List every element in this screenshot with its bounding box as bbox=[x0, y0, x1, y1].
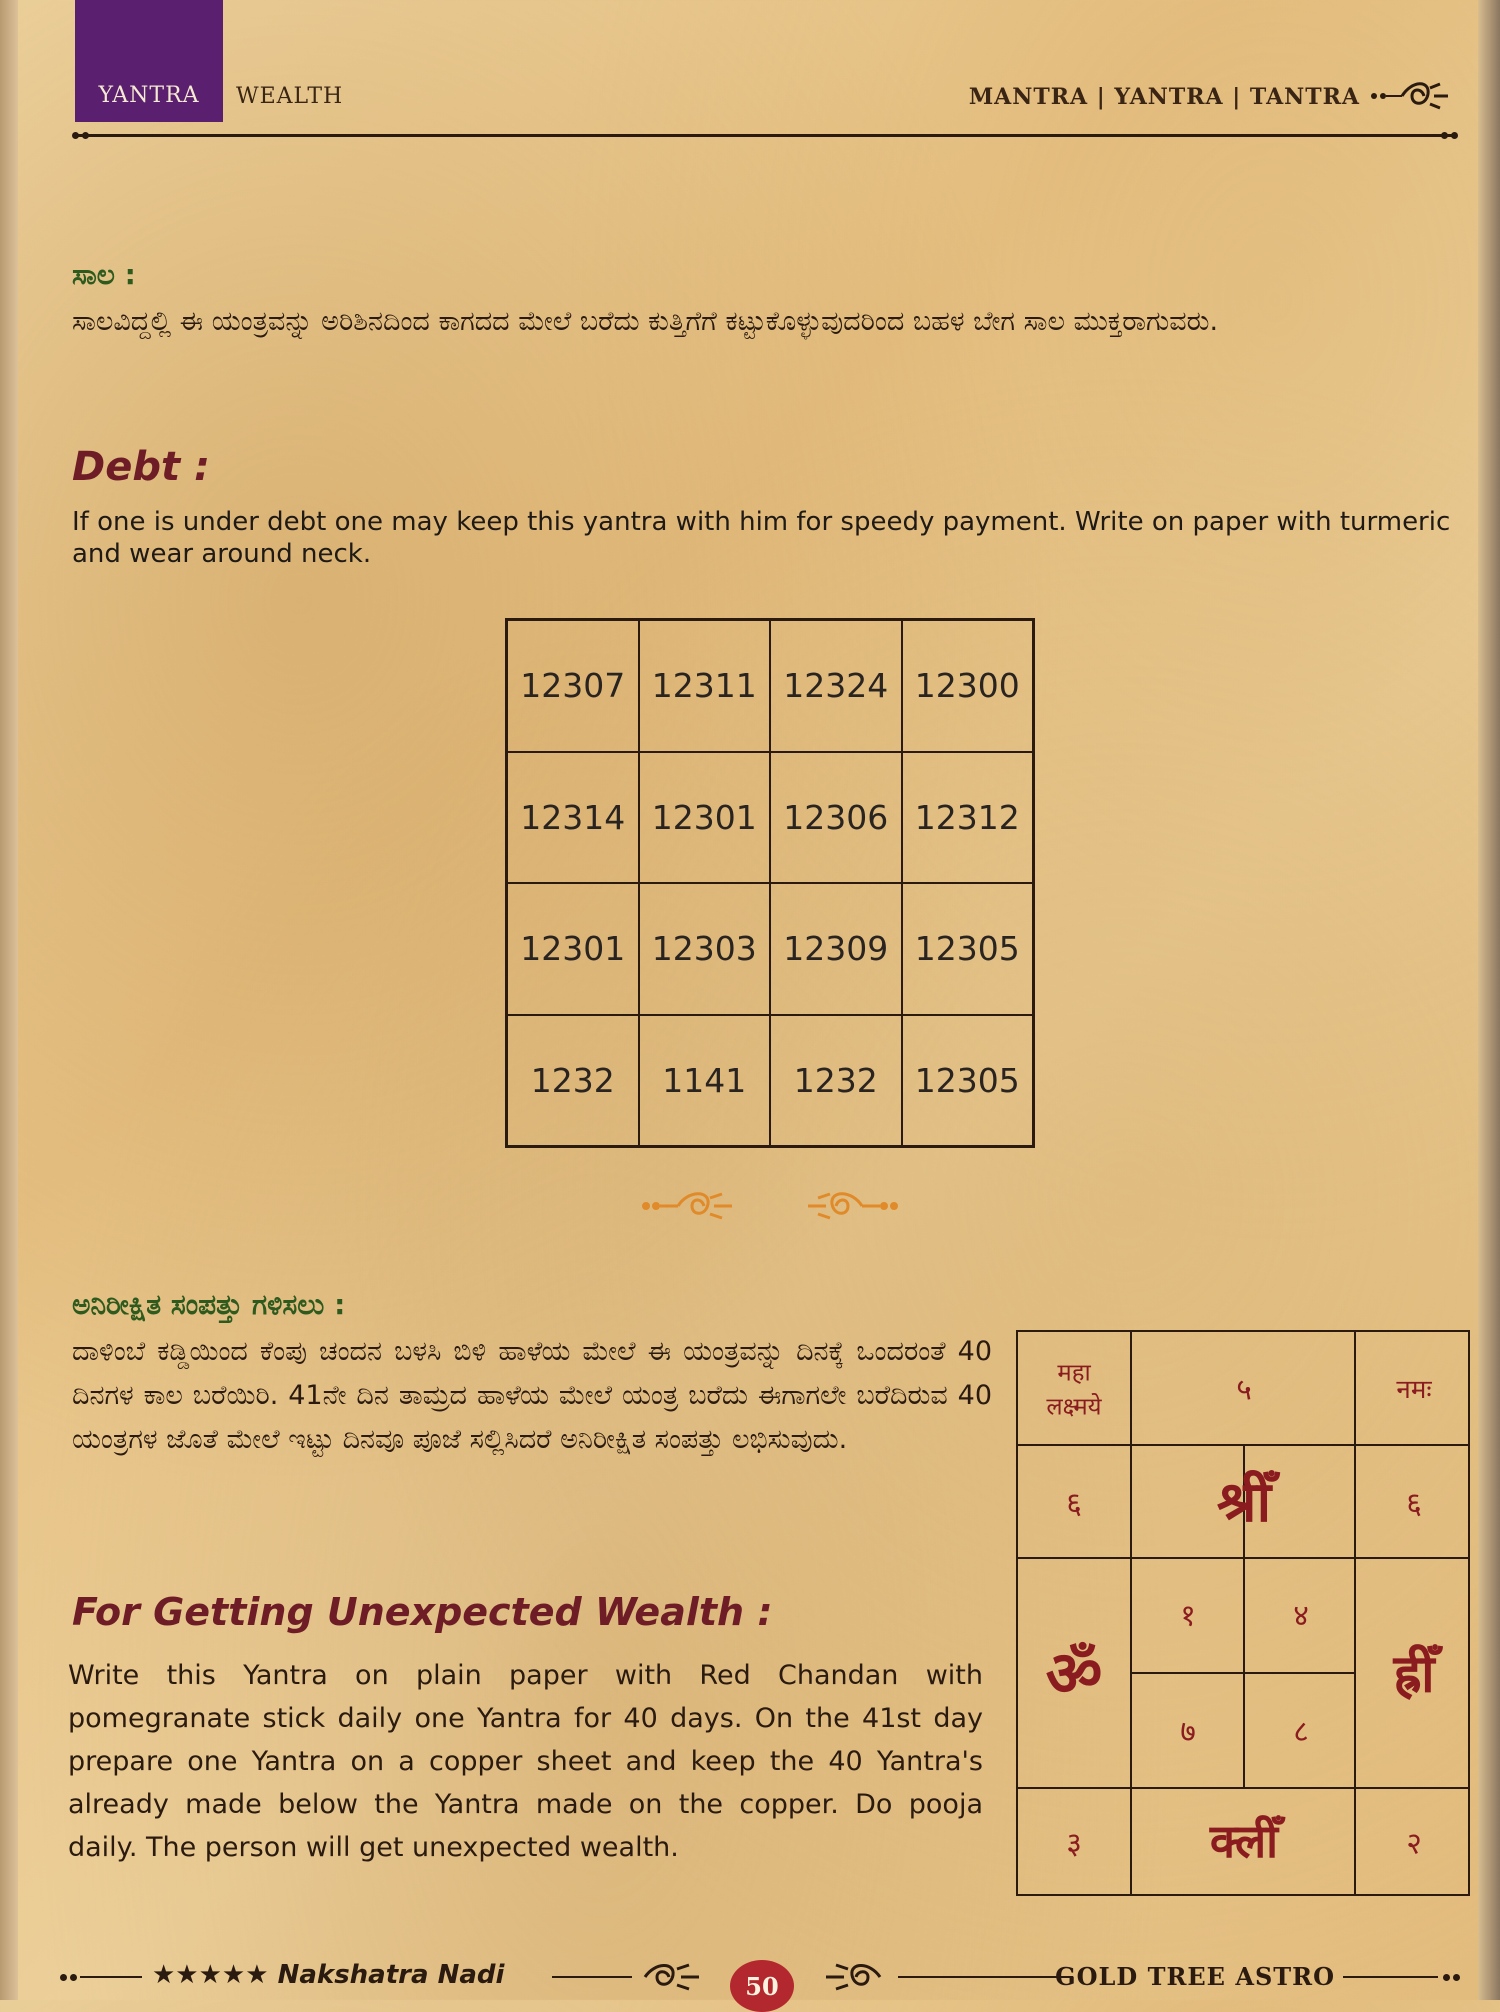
yantra-row2-left: ६ bbox=[1066, 1486, 1082, 1522]
yantra-cell-4: ४ bbox=[1293, 1598, 1309, 1634]
header-rule bbox=[75, 134, 1455, 137]
section-tab bbox=[75, 0, 223, 122]
debt-grid-cell: 12305 bbox=[902, 883, 1034, 1015]
header-ornament-icon bbox=[1368, 76, 1458, 116]
rule-dot bbox=[1441, 132, 1448, 139]
page-edge-right bbox=[1478, 0, 1500, 2000]
section-tab-label: YANTRA bbox=[98, 83, 200, 108]
footer-line bbox=[80, 1976, 142, 1978]
debt-yantra-grid bbox=[505, 618, 1035, 1148]
category-label: WEALTH bbox=[236, 84, 344, 109]
yantra-hreem: ह्रीँ bbox=[1393, 1644, 1435, 1705]
wealth-kannada-text: ದಾಳಿಂಬೆ ಕಡ್ಡಿಯಿಂದ ಕೆಂಪು ಚಂದನ ಬಳಸಿ ಬಿಳಿ ಹಾಳೆಯ ಮೇಲೆ ಈ ಯಂತ್ರವನ್ನು ದಿನಕ್ಕೆ ಒಂದರಂತೆ 40 ದಿನಗಳ ಕಾಲ ಬರೆಯಿರಿ. 41ನೇ ದಿನ ತಾಮ್ರದ ಹಾಳೆಯ ಮೇಲೆ ಯಂತ್ರ ಬರೆದು ಈಗಾಗಲೇ ಬರೆದಿರುವ 40 ಯಂತ್ರಗಳ ಜೊತೆ ಮೇಲೆ ಇಟ್ಟು ದಿನವೂ ಪೂಜೆ ಸಲ್ಲಿಸಿದರೆ ಅನಿರೀಕ್ಷಿತ ಸಂಪತ್ತು ಲಭಿಸುವುದು. bbox=[72, 1336, 992, 1455]
wealth-heading: For Getting Unexpected Wealth : bbox=[72, 1590, 773, 1634]
yantra-line bbox=[1130, 1332, 1132, 1894]
debt-kannada-text: ಸಾಲವಿದ್ದಲ್ಲಿ ಈ ಯಂತ್ರವನ್ನು ಅರಿಶಿನದಿಂದ ಕಾಗದದ ಮೇಲೆ ಬರೆದು ಕುತ್ತಿಗೆಗೆ ಕಟ್ಟುಕೊಳ್ಳುವುದರಿಂದ ಬಹಳ ಬೇಗ ಸಾಲ ಮುಕ್ತರಾಗುವರು. bbox=[72, 306, 1219, 337]
yantra-kleem: क्लीँ bbox=[1209, 1814, 1279, 1868]
yantra-line bbox=[1354, 1332, 1356, 1894]
yantra-cell-1: १ bbox=[1180, 1598, 1196, 1634]
footer-line bbox=[898, 1976, 1073, 1978]
debt-grid-cell: 12307 bbox=[507, 620, 639, 752]
debt-text: If one is under debt one may keep this yantra with him for speedy payment. Write on paper with turmeric and wear around neck. bbox=[72, 507, 1451, 569]
debt-grid-cell: 12309 bbox=[770, 883, 902, 1015]
footer-dot bbox=[1453, 1974, 1460, 1981]
debt-grid-cell: 1232 bbox=[507, 1015, 639, 1147]
debt-grid-cell: 12306 bbox=[770, 752, 902, 884]
debt-grid-cell: 12314 bbox=[507, 752, 639, 884]
yantra-bottom-right: २ bbox=[1406, 1826, 1422, 1862]
yantra-shreem: श्रीँ bbox=[1216, 1470, 1272, 1535]
footer-ornament-right-icon bbox=[800, 1960, 890, 1994]
debt-kannada-heading: ಸಾಲ : bbox=[72, 258, 136, 291]
wealth-yantra-grid bbox=[1016, 1330, 1470, 1896]
series-label: MANTRA | YANTRA | TANTRA bbox=[968, 84, 1360, 110]
yantra-lakshmaye: लक्ष्मये bbox=[1046, 1392, 1102, 1421]
wealth-text: Write this Yantra on plain paper with Red Chandan with pomegranate stick daily one Yantra for 40 days. On the 41st day prepare one Yantra on a copper sheet and keep the 40 Yantra's already made below the Yantra made on the copper. Do pooja daily. The person will get unexpected wealth. bbox=[68, 1660, 983, 1863]
footer-line bbox=[552, 1976, 632, 1978]
debt-grid-cell: 1232 bbox=[770, 1015, 902, 1147]
footer-dot bbox=[60, 1974, 67, 1981]
debt-grid-cell: 12301 bbox=[639, 752, 771, 884]
yantra-maha: महा bbox=[1057, 1358, 1091, 1387]
debt-grid-cell: 12311 bbox=[639, 620, 771, 752]
debt-heading: Debt : bbox=[72, 444, 211, 490]
footer-line bbox=[1343, 1976, 1438, 1978]
debt-grid-cell: 12305 bbox=[902, 1015, 1034, 1147]
divider-ornament-icon bbox=[640, 1186, 900, 1226]
debt-grid-cell: 1141 bbox=[639, 1015, 771, 1147]
footer-left-label: ★★★★★ Nakshatra Nadi bbox=[152, 1960, 505, 1990]
page-number: 50 bbox=[730, 1960, 794, 2012]
yantra-bottom-left: ३ bbox=[1066, 1826, 1082, 1862]
yantra-cell-8: ८ bbox=[1293, 1714, 1309, 1750]
rule-dot bbox=[82, 132, 89, 139]
footer-right-label: GOLD TREE ASTRO bbox=[1055, 1962, 1335, 1991]
footer-dot bbox=[1443, 1974, 1450, 1981]
yantra-namah: नमः bbox=[1396, 1375, 1432, 1405]
debt-grid-cell: 12300 bbox=[902, 620, 1034, 752]
yantra-cell-7: ७ bbox=[1180, 1714, 1196, 1750]
rule-dot bbox=[72, 132, 79, 139]
page-edge-left bbox=[0, 0, 18, 2000]
yantra-om: ॐ bbox=[1045, 1637, 1103, 1710]
footer-dot bbox=[70, 1974, 77, 1981]
debt-grid-cell: 12303 bbox=[639, 883, 771, 1015]
debt-grid-cell: 12301 bbox=[507, 883, 639, 1015]
wealth-kannada-heading: ಅನಿರೀಕ್ಷಿತ ಸಂಪತ್ತು ಗಳಿಸಲು : bbox=[72, 1288, 346, 1321]
yantra-row2-right: ६ bbox=[1406, 1486, 1422, 1522]
debt-grid-cell: 12312 bbox=[902, 752, 1034, 884]
yantra-top-center: ५ bbox=[1236, 1372, 1252, 1408]
rule-dot bbox=[1451, 132, 1458, 139]
footer-ornament-left-icon bbox=[635, 1960, 725, 1994]
debt-grid-cell: 12324 bbox=[770, 620, 902, 752]
